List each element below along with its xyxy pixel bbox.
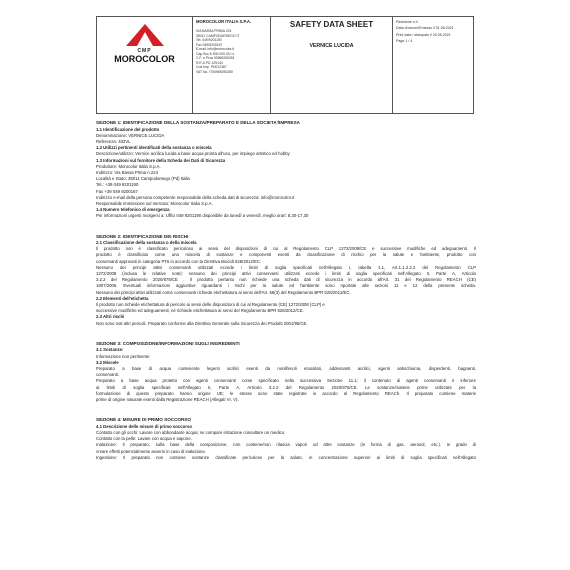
subsection-heading: 1.1 Identificazione del prodotto [96, 126, 160, 132]
text-line: Fax +39 049 9200167 [96, 188, 138, 194]
subsection-heading: 2.3 Altri rischi [96, 314, 125, 320]
company-name: MOROCOLOR ITALIA S.P.A. [196, 19, 252, 24]
text-line: Indirizzo: Via Bassa Prima n.224 [96, 169, 159, 175]
company-line: R.E.A.PD 129144 [196, 60, 223, 65]
paragraph-line: Ingestione: Il preparato non contiene sostanze classificate pericolose per la salute, in concentrazione superiori ai limiti di soglia specificati nell'Allegato [96, 454, 476, 460]
paragraph-line: Nessuno dei principi attivi utilizzati come conservanti richiede etichettatura ai sensi dell'Art. 58(3) del Regolamento BPR 528/2012/EC. [96, 289, 351, 295]
subsection-heading: 4.1 Descrizione delle misure di primo soccorso [96, 423, 192, 429]
section-3-title: SEZIONE 3: COMPOSIZIONE/INFORMAZIONI SUGLI INGREDIENTI [96, 340, 240, 346]
paragraph-line: conservanti approvati in categoria PT6 in accordo con la Direttiva Biocidi 528/2012/EC. [96, 258, 262, 264]
paragraph-line: ai limiti di soglia specificati nell'Allegato II, Parte A, Articolo 3.2.2 del Regolamento 2020/878/CE. Le sostanze/materie prime utilizzate per la [96, 384, 476, 390]
paragraph-line: Nessuno dei principi attivi conservanti utilizzati eccede i limiti di soglia specificati nell'Allegato I, tabella 1.1, Art.1.1.2.2.2 del Regolamento CLP [96, 264, 476, 270]
company-line: E-mail: info@morocolor.it [196, 47, 234, 51]
paragraph-line: Inalazione: Il preparato, sulla base della composizione, non contiene/non rilascia vapori od altre sostanze (in forma di gas, aerosol, etc.). In grado di [96, 442, 476, 448]
document-title: SAFETY DATA SHEET [289, 20, 374, 29]
paragraph-line: Il prodotto non richiede etichettatura di pericolo ai sensi delle disposizioni di cui al Regolamento (CE) 1272/2008 (CLP) e [96, 302, 325, 308]
subsection-heading: 2.1 Classificazione della sostanza o della miscela [96, 240, 197, 246]
subsection-heading: 3.2 Miscele [96, 359, 119, 365]
company-line: VAT No. IT00969250280 [196, 69, 233, 74]
company-line: 35011 CAMPODARSEGO IT [196, 33, 240, 38]
text-line: Indirizzo e-mail della persona competente responsabile della scheda dati di sicurezza: info@morocolor.it [96, 194, 295, 200]
product-name: VERNICE LUCIDA [309, 43, 354, 49]
subsection-heading: 2.2 Elementi dell'etichetta [96, 295, 149, 301]
company-line: C.F. e P.iva 00969250281 [196, 56, 235, 60]
paragraph-line: Il prodotto non è classificato pericoloso ai sensi del disposizioni di cui al Regolamento CLP 1272/2008/CE e successive modifiche ed adeguamenti. Il [96, 246, 476, 252]
sds-header [96, 16, 474, 114]
logo-cell [97, 17, 193, 113]
section-1-title: SEZIONE 1: IDENTIFICAZIONE DELLA SOSTANZA/PREPARATO E DELLA SOCIETA'/IMPRESA [96, 120, 300, 125]
paragraph-line: Preparato a base acqua protetto con agenti conservanti come specificato nella successiva Sezione 11.1; il contenuto di agenti conservanti è inferiore [96, 378, 476, 384]
text-line: Produttore: Morocolor Italia S.p.A. [96, 163, 161, 169]
paragraph-line: Contatto con gli occhi: Lavare con abbondante acqua; se compare irritazione consultare un medico. [96, 429, 286, 435]
paragraph-line: successive modifiche ed adeguamenti, né richiede etichettatura ai sensi del Regolamento BPR 528/2012/CE. [96, 308, 304, 314]
paragraph-line: creare effetti potenzialmente avversi in caso di inalazione. [96, 448, 207, 454]
revision-number: Revisione n.4 [396, 20, 418, 24]
text-line: Per informazioni urgenti rivolgersi a: Uffici 049 9201190 disponibile da lunedì a venerdì, meglio orari: 8,30-17,30 [96, 213, 309, 219]
company-line: VIA BASSA PRIMA 224 [196, 29, 232, 33]
paragraph-line: prime di origine naturale esenti dalla Registrazione REACH (Allegati VI, V). [96, 397, 239, 403]
company-line: Tel. 049/9201190 [196, 38, 222, 42]
print-date: Print data / stampato il 20.06.2021 [396, 32, 451, 37]
text-line: Referenza: 402VL [96, 138, 131, 144]
company-line: Fax 049/9200167 [196, 42, 223, 47]
logo-cmp-text: CMP [137, 48, 152, 54]
subsection-heading: 1.2 Utilizzi pertinenti identificati della sostanza o miscela [96, 145, 212, 151]
page-number: Page 1 / 4 [396, 39, 413, 44]
section-2-title: SEZIONE 2: IDENTIFICAZIONE DEI RISCHI [96, 233, 189, 239]
company-line: Cod.Imp. PD012367 [196, 65, 227, 69]
paragraph-line: 3.2.2 del Regolamento 2020/878/CE . Il prodotto pertanto non richiede una scheda dati di sicurezza in accordo all'Art. 31 del Regolamento REACH (CE) [96, 277, 476, 283]
cmp-logo-icon [125, 23, 165, 47]
sds-body [96, 120, 476, 461]
title-cell [271, 17, 393, 113]
subsection-heading: 1.4 Numero telefonico di emergenza [96, 207, 170, 213]
text-line: Denominazione: VERNICE LUCIDA [96, 132, 165, 138]
logo-brand-text: MOROCOLOR [114, 54, 175, 64]
paragraph-line: prodotto è classificato come una miscela di sostanze e componenti esenti da classificazione di rischio per la salute e l'ambiente, prodotto con [96, 252, 476, 258]
company-info-cell [193, 17, 271, 113]
text-line: Non sono noti altri pericoli. Preparato conforme alla Direttiva Generale sulla Sicurezza dei Prodotti 2001/95/CE. [96, 320, 308, 326]
text-line: Località e Stato: 35011 Campodarsego (Pd) Italia [96, 176, 190, 182]
paragraph-line: conservanti. [96, 372, 120, 378]
text-line: Responsabile immissione sul mercato: Morocolor Italia S.p.A. [96, 200, 213, 206]
paragraph-line: 1907/2006. Eventuali informazioni aggiuntive riguardanti i rischi per la salute ed l'ambiente sono riportate alle sezioni 11 e 12 della presente scheda. [96, 283, 476, 289]
paragraph-line: 1272/2008 (inclusa le relative note): nessuno dei principi attivi conservanti utilizzati eccede i limiti di soglia specificati nell'Allegato II, Parte A, Articolo [96, 271, 476, 277]
subsection-heading: 3.1 Sostanze: [96, 347, 124, 353]
text-line: Descrizione/utilizzo: Vernice acrilica lucida a base acqua pronta all'uso, per impiego artistico ed hobby [96, 151, 290, 157]
paragraph-line: Contatto con la pelle: Lavare con acqua e sapone. [96, 436, 192, 442]
issue-date: Data di lavoro/Emesso il 01.06.2021 [396, 26, 454, 31]
company-line: Cap.Soc.€ 500.000,00 i.v. [196, 51, 235, 56]
text-line: Informazione non pertinente [96, 353, 150, 359]
paragraph-line: Preparato a base di acqua contenente legenti acrilici esenti da nonilfenoli etossilati, addensanti acrilici, agenti antischiuma, disperdenti, bagnanti, [96, 366, 476, 371]
revision-cell [393, 17, 473, 113]
subsection-heading: 1.3 Informazioni sul fornitore della Scheda dei Dati di Sicurezza [96, 157, 226, 163]
paragraph-line: formulazione di questo preparato hanno origine UE; le stesse sono state registrate in accordo al Regolamento REACh. Il preparato contiene materie [96, 390, 476, 396]
text-line: Tel.: +39 049 9201190 [96, 182, 139, 188]
section-4-title: SEZIONE 4: MISURE DI PRIMO SOCCORSO [96, 417, 191, 423]
